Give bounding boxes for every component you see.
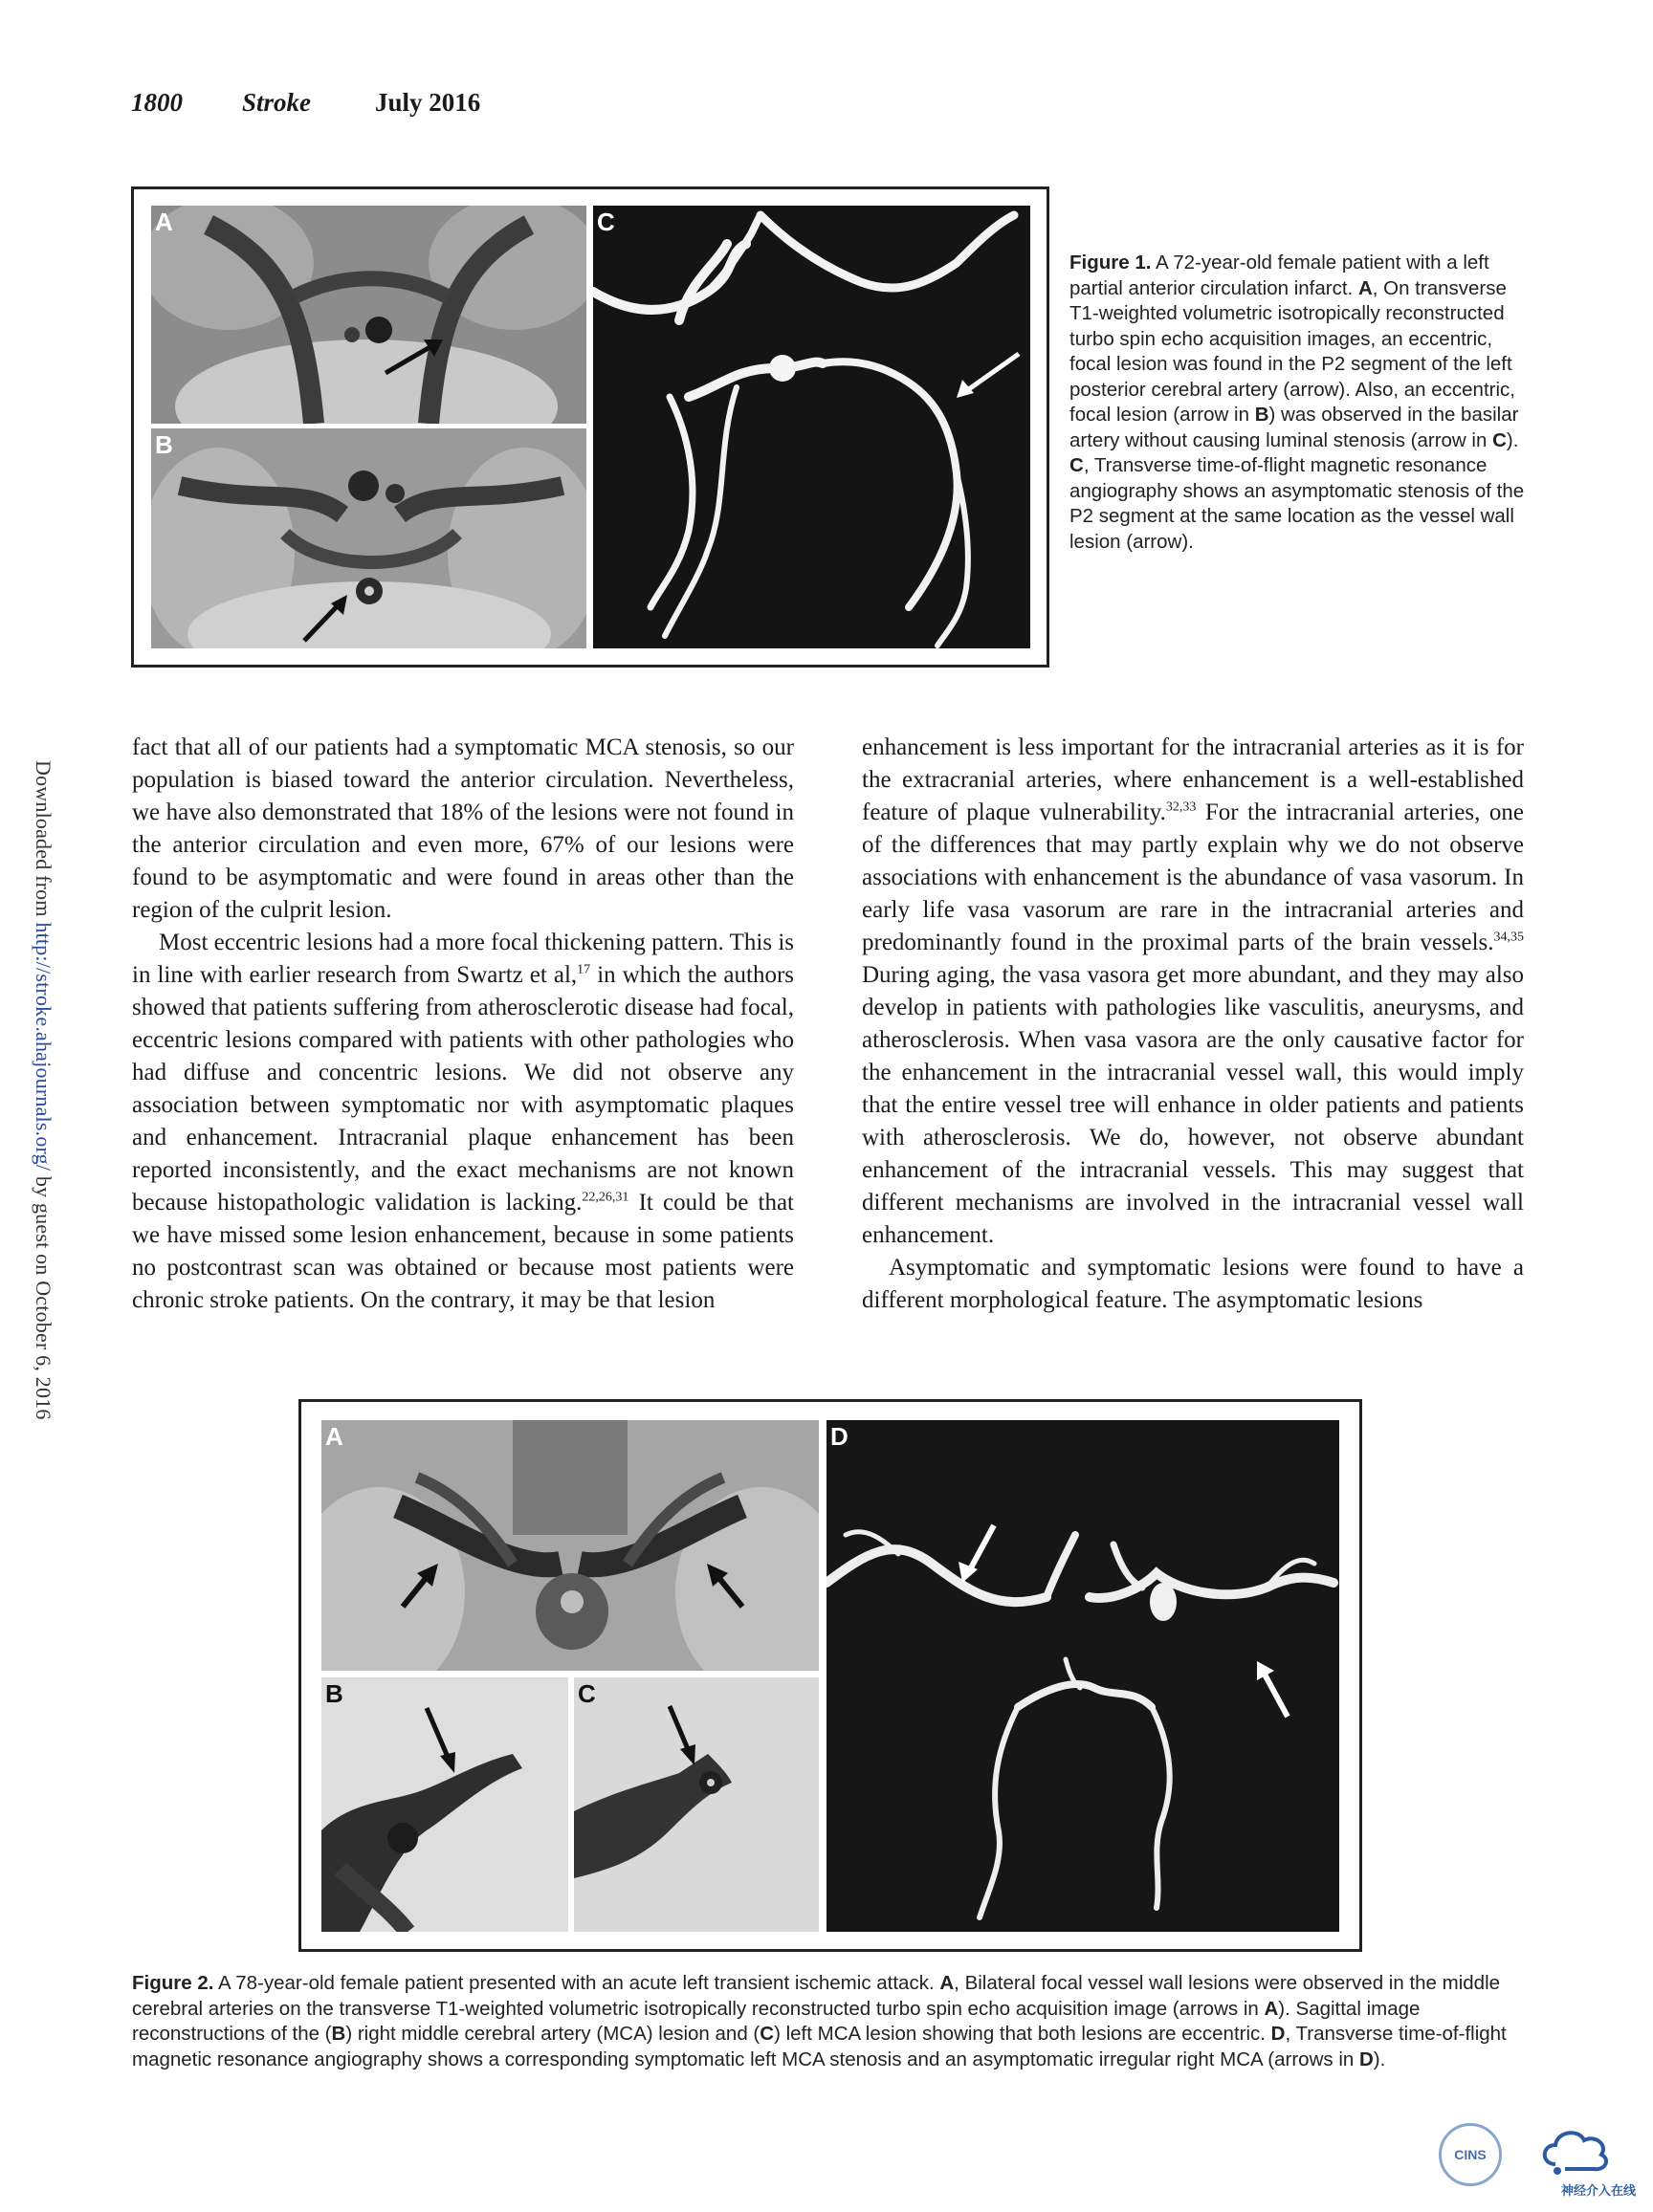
- figure-2-caption-ref: D: [1358, 2048, 1374, 2070]
- body-paragraph: fact that all of our patients had a symptomatic MCA stenosis, so our population is biased toward the anterior circulation. Nevertheless, we have also demonstrated that 18% of the lesions were not found in the anterior circulation and even more, 67% of our lesions were found to be asymptomatic and were found in areas other than the region of the culprit lesion.: [132, 734, 794, 923]
- body-right-column: [862, 732, 1524, 1317]
- figure-1-caption-ref: C: [1069, 454, 1084, 476]
- figure-2-caption: [132, 1971, 1529, 2072]
- figure-1-panel-b: [151, 428, 586, 648]
- citation-ref[interactable]: 17: [577, 962, 591, 977]
- figure-1-caption-ref: C: [1492, 428, 1507, 451]
- figure-2-caption-text: ) right middle cerebral artery (MCA) lesion and (: [345, 2023, 760, 2045]
- figure-2-caption-ref: D: [1270, 2023, 1286, 2045]
- watermark-suffix: by guest on October 6, 2016: [32, 1171, 55, 1420]
- body-text: For the intracranial arteries, one of the differences that may partly explain why we do not observe associations with enhancement is the abundance of vasa vasorum. In early life vasa vasorum are rare in the intracranial arteries and predominantly found in the proximal parts of the brain vessels.: [862, 799, 1524, 955]
- figure-1-caption-ref: A: [1357, 276, 1373, 299]
- body-paragraph: [132, 927, 794, 1317]
- body-left-column: [132, 732, 794, 1317]
- figure-2-panel-c: [574, 1677, 819, 1932]
- body-paragraph: [862, 732, 1524, 1252]
- page-number: 1800: [131, 88, 183, 117]
- figure-1-caption-ref: B: [1254, 404, 1269, 426]
- figure-2-caption-ref: B: [331, 2023, 346, 2045]
- body-paragraph: Asymptomatic and symptomatic lesions were found to have a different morphological feature. The asymptomatic lesions: [862, 1255, 1524, 1313]
- neuro-intervention-logo-text: 神经介入在线: [1561, 2184, 1637, 2199]
- figure-1-caption: [1069, 251, 1529, 555]
- cloud-logo-icon: [1536, 2121, 1615, 2179]
- body-text: It could be that we have missed some lesion enhancement, because in some patients no postcontrast scan was obtained or because most patients were chronic stroke patients. On the contrary, it may be that lesion: [132, 1190, 794, 1313]
- figure-2-caption-ref: C: [760, 2023, 775, 2045]
- body-text: During aging, the vasa vasora get more abundant, and they may also develop in patients with pathologies like vasculitis, aneurysms, and atherosclerosis. When vasa vasora are the only causative factor for the enhancement in the intracranial vessel wall, this would imply that the entire vessel tree will enhance in older patients and patients with atherosclerosis. We do, however, not observe abundant enhancement of the intracranial vessels. This may suggest that different mechanisms are involved in the intracranial vessel wall enhancement.: [862, 962, 1524, 1248]
- figure-1-label-c: C: [597, 208, 615, 236]
- figure-2-caption-text: , Bilateral focal vessel wall lesions were observed in the middle cerebral arteries on the transverse T1-weighted volumetric isotropically reconstructed turbo spin echo acquisition image (arrows in: [132, 1972, 1501, 2020]
- figure-2-label-a: A: [325, 1422, 343, 1451]
- figure-2-caption-ref: A: [939, 1972, 955, 1994]
- figure-2-caption-ref: A: [1264, 1997, 1279, 2020]
- figure-2-caption-text: A 78-year-old female patient presented with an acute left transient ischemic attack.: [213, 1972, 940, 1994]
- figure-1-label-a: A: [155, 208, 173, 236]
- figure-1-panel-c: [593, 206, 1030, 648]
- figure-1-caption-text: ).: [1506, 428, 1519, 451]
- figure-2-caption-text: ) left MCA lesion showing that both lesions are eccentric.: [774, 2023, 1271, 2045]
- figure-1-caption-text: , On transverse T1-weighted volumetric isotropically reconstructed turbo spin echo acquisition images, an eccentric, focal lesion was found in the P2 segment of the left posterior cerebral artery (arrow). Also, an eccentric, focal lesion (arrow in: [1069, 276, 1515, 426]
- figure-1-caption-text: A 72-year-old female patient with a left partial anterior circulation infarct.: [1069, 252, 1489, 299]
- citation-ref[interactable]: 32,33: [1165, 799, 1197, 815]
- figure-1-caption-text: ) was observed in the basilar artery without causing luminal stenosis (arrow in: [1069, 404, 1519, 451]
- journal-name: Stroke: [242, 88, 312, 117]
- figure-2-label-b: B: [325, 1679, 343, 1708]
- download-watermark: [17, 760, 55, 1449]
- figure-2-caption-text: ).: [1373, 2048, 1386, 2070]
- citation-ref[interactable]: 34,35: [1493, 930, 1524, 945]
- body-text: enhancement is less important for the intracranial arteries as it is for the extracranial arteries, where enhancement is a well-established feature of plaque vulnerability.: [862, 734, 1524, 825]
- cins-logo: CINS: [1439, 2123, 1502, 2186]
- figure-1-caption-text: , Transverse time-of-flight magnetic resonance angiography shows an asymptomatic stenosis of the P2 segment at the same location as the vessel wall lesion (arrow).: [1069, 454, 1525, 553]
- figure-2-caption-text: , Transverse time-of-flight magnetic resonance angiography shows a corresponding symptomatic left MCA stenosis and an asymptomatic irregular right MCA (arrows in: [132, 2023, 1507, 2070]
- watermark-url-link[interactable]: http://stroke.ahajournals.org/: [32, 922, 55, 1172]
- body-text: Most eccentric lesions had a more focal thickening pattern. This is in line with earlier research from Swartz et al,: [132, 930, 794, 988]
- figure-2-caption-title: Figure 2.: [132, 1972, 214, 1994]
- watermark-prefix: Downloaded from: [32, 760, 55, 923]
- figure-2-caption-text: ). Sagittal image reconstructions of the (: [132, 1997, 1421, 2045]
- issue-date: July 2016: [375, 88, 481, 117]
- figure-2-panel-a: [321, 1420, 819, 1671]
- figure-2-panel-d: [826, 1420, 1339, 1932]
- citation-ref[interactable]: 22,26,31: [582, 1190, 629, 1205]
- figure-2-panel-b: [321, 1677, 568, 1932]
- body-text: in which the authors showed that patients suffering from atherosclerotic disease had focal, eccentric lesions compared with patients with other pathologies who had diffuse and concentric lesions. We did not observe any association between symptomatic nor with asymptomatic plaques and enhancement. Intracranial plaque enhancement has been reported inconsistently, and the exact mechanisms are not known because histopathologic validation is lacking.: [132, 962, 794, 1216]
- figure-1-caption-title: Figure 1.: [1069, 252, 1152, 274]
- figure-2-label-d: D: [830, 1422, 849, 1451]
- figure-1-label-b: B: [155, 430, 173, 459]
- figure-1-panel-a: [151, 206, 586, 424]
- figure-2-label-c: C: [578, 1679, 596, 1708]
